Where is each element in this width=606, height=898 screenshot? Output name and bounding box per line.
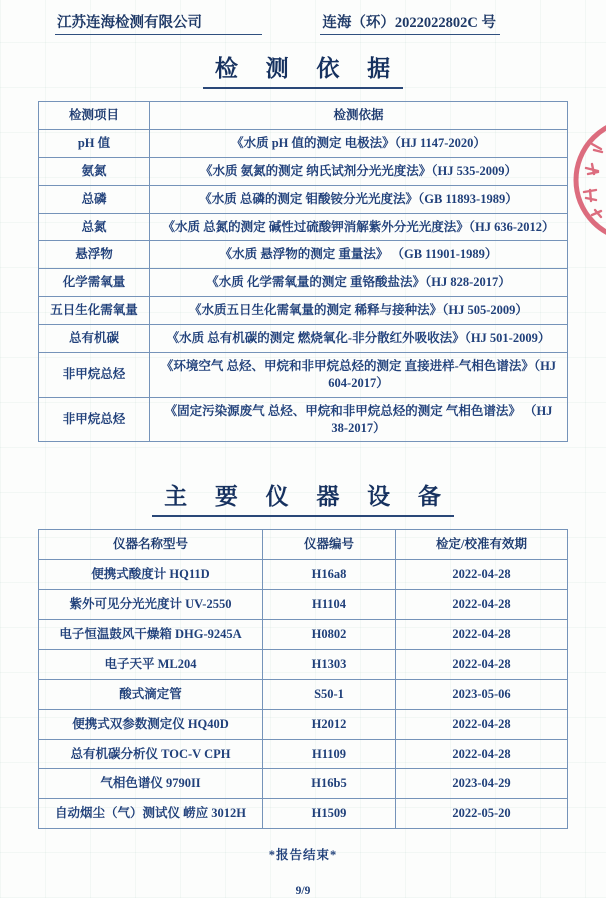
table-cell: 《环境空气 总烃、甲烷和非甲烷总烃的测定 直接进样-气相色谱法》（HJ 604-2017）	[150, 352, 568, 397]
table-cell: H1303	[263, 649, 396, 679]
table-cell: 电子天平 ML204	[39, 649, 263, 679]
table-cell: S50-1	[263, 679, 396, 709]
document-header	[0, 0, 606, 35]
table-cell: 2023-04-29	[396, 769, 568, 799]
table-row	[39, 325, 568, 353]
table-cell: 酸式滴定管	[39, 679, 263, 709]
instruments-title-text: 主 要 仪 器 设 备	[152, 478, 454, 517]
table-row	[39, 649, 568, 679]
table-cell: H0802	[263, 620, 396, 650]
table-cell: 总有机碳	[39, 325, 150, 353]
table-cell: 2022-04-28	[396, 560, 568, 590]
table-cell: 2022-04-28	[396, 709, 568, 739]
table-row	[39, 769, 568, 799]
section-title-instruments	[0, 475, 606, 517]
instrument-table	[38, 529, 568, 829]
table-row	[39, 241, 568, 269]
table-cell: H2012	[263, 709, 396, 739]
table-cell: 《水质 化学需氧量的测定 重铬酸盐法》（HJ 828-2017）	[150, 269, 568, 297]
table-cell: 总磷	[39, 185, 150, 213]
table-cell: 氨氮	[39, 157, 150, 185]
report-number: 连海（环）2022022802C 号	[320, 11, 500, 35]
table-cell: 2022-05-20	[396, 799, 568, 829]
table-row	[39, 297, 568, 325]
table-cell: 自动烟尘（气）测试仪 崂应 3012H	[39, 799, 263, 829]
table-cell: 紫外可见分光光度计 UV-2550	[39, 590, 263, 620]
table-row	[39, 590, 568, 620]
table-cell: 便携式双参数测定仪 HQ40D	[39, 709, 263, 739]
table-cell: 《水质五日生化需氧量的测定 稀释与接种法》（HJ 505-2009）	[150, 297, 568, 325]
table-cell: 《水质 pH 值的测定 电极法》（HJ 1147-2020）	[150, 129, 568, 157]
table-cell: 2023-05-06	[396, 679, 568, 709]
table-cell: 2022-04-28	[396, 620, 568, 650]
table-cell: 气相色谱仪 9790II	[39, 769, 263, 799]
table-row	[39, 560, 568, 590]
table-row	[39, 679, 568, 709]
table-row	[39, 397, 568, 442]
basis-title-text: 检 测 依 据	[203, 50, 403, 89]
column-header-instrument-name: 仪器名称型号	[39, 530, 263, 560]
table-row	[39, 185, 568, 213]
page-number: 9/9	[295, 885, 311, 898]
table-cell: 《水质 悬浮物的测定 重量法》 （GB 11901-1989）	[150, 241, 568, 269]
table-row	[39, 213, 568, 241]
column-header-calibration-validity: 检定/校准有效期	[396, 530, 568, 560]
column-header-instrument-id: 仪器编号	[263, 530, 396, 560]
table-cell: 便携式酸度计 HQ11D	[39, 560, 263, 590]
table-cell: 2022-04-28	[396, 649, 568, 679]
table-row	[39, 157, 568, 185]
table-cell: 2022-04-28	[396, 590, 568, 620]
table-cell: 电子恒温鼓风干燥箱 DHG-9245A	[39, 620, 263, 650]
section-title-basis	[0, 47, 606, 89]
table-cell: H16b5	[263, 769, 396, 799]
table-cell: 悬浮物	[39, 241, 150, 269]
company-name: 江苏连海检测有限公司	[55, 11, 262, 35]
report-end-note: *报告结束*	[268, 848, 338, 863]
table-cell: 《水质 总有机碳的测定 燃烧氧化-非分散红外吸收法》（HJ 501-2009）	[150, 325, 568, 353]
table-cell: 《固定污染源废气 总烃、甲烷和非甲烷总烃的测定 气相色谱法》 （HJ 38-2017）	[150, 397, 568, 442]
table-row	[39, 799, 568, 829]
table-cell: 《水质 氨氮的测定 纳氏试剂分光光度法》（HJ 535-2009）	[150, 157, 568, 185]
table-cell: 2022-04-28	[396, 739, 568, 769]
testing-basis-table	[38, 101, 568, 442]
table-header-row	[39, 102, 568, 130]
table-row	[39, 129, 568, 157]
table-cell: 化学需氧量	[39, 269, 150, 297]
table-cell: H1509	[263, 799, 396, 829]
column-header-item: 检测项目	[39, 102, 150, 130]
table-cell: H16a8	[263, 560, 396, 590]
table-cell: H1104	[263, 590, 396, 620]
table-cell: 总氮	[39, 213, 150, 241]
table-cell: 五日生化需氧量	[39, 297, 150, 325]
table-cell: 《水质 总磷的测定 钼酸铵分光光度法》（GB 11893-1989）	[150, 185, 568, 213]
table-row	[39, 620, 568, 650]
table-header-row	[39, 530, 568, 560]
column-header-basis: 检测依据	[150, 102, 568, 130]
table-cell: H1109	[263, 739, 396, 769]
table-cell: pH 值	[39, 129, 150, 157]
table-row	[39, 352, 568, 397]
table-cell: 总有机碳分析仪 TOC-V CPH	[39, 739, 263, 769]
table-row	[39, 269, 568, 297]
table-cell: 非甲烷总烃	[39, 352, 150, 397]
table-cell: 非甲烷总烃	[39, 397, 150, 442]
table-row	[39, 739, 568, 769]
red-seal-stamp-icon	[568, 120, 606, 240]
table-cell: 《水质 总氮的测定 碱性过硫酸钾消解紫外分光光度法》（HJ 636-2012）	[150, 213, 568, 241]
table-row	[39, 709, 568, 739]
